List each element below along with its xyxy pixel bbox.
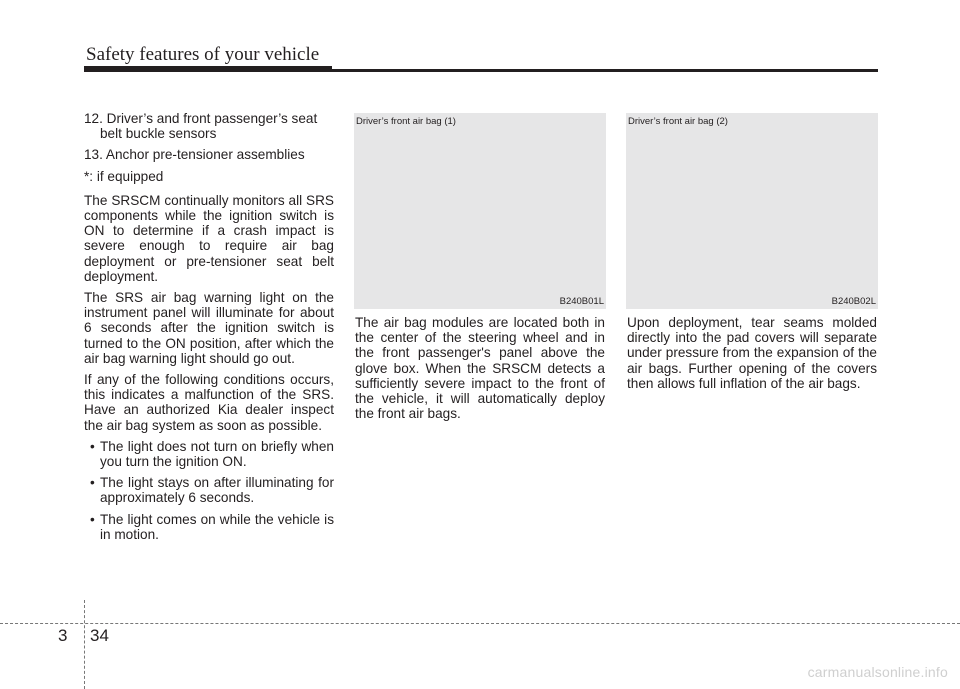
paragraph-malfunction: If any of the following conditions occurs, this indicates a malfunction of the SRS. Have an authorized Kia dealer inspect the air bag system as soon as possible. — [84, 372, 334, 433]
bullet-item: • The light does not turn on briefly when you turn the ignition ON. — [84, 439, 334, 469]
middle-column — [355, 315, 605, 427]
paragraph-deployment: Upon deployment, tear seams molded directly into the pad covers will separate under pressure from the expansion of the air bags. Further opening of the covers then allows full inflation of the air bags. — [627, 315, 877, 391]
right-column — [627, 315, 877, 397]
paragraph-warning-light: The SRS air bag warning light on the instrument panel will illuminate for about 6 seconds after the ignition switch is turned to the ON position, after which the air bag warning light should go out. — [84, 290, 334, 366]
figure-driver-air-bag-2 — [626, 113, 878, 309]
footer-divider — [84, 600, 85, 689]
page-header-title: Safety features of your vehicle — [86, 44, 320, 65]
bullet-item: • The light comes on while the vehicle is in motion. — [84, 512, 334, 542]
bullet-item: • The light stays on after illuminating for approximately 6 seconds. — [84, 475, 334, 505]
list-item: 12. Driver’s and front passenger’s seat belt buckle sensors — [84, 111, 318, 142]
list-item: *: if equipped — [84, 168, 164, 184]
figure-code: B240B01L — [559, 296, 604, 307]
page-number: 34 — [90, 626, 109, 645]
header-accent-bar — [84, 66, 332, 71]
paragraph-air-bag-modules: The air bag modules are located both in the center of the steering wheel and in the front passenger's panel above the glove box. When the SRSCM detects a sufficiently severe impact to the front of the vehicle, it will automatically deploy the front air bags. — [355, 315, 605, 422]
watermark: carmanualsonline.info — [807, 664, 948, 680]
paragraph-srscm-monitoring: The SRSCM continually monitors all SRS components while the ignition switch is ON to determine if a crash impact is severe enough to require air bag deployment or pre-tensioner seat belt deployment. — [84, 192, 334, 284]
figure-caption: Driver’s front air bag (2) — [628, 116, 728, 127]
list-item: 13. Anchor pre-tensioner assemblies — [84, 147, 305, 163]
figure-caption: Driver’s front air bag (1) — [356, 116, 456, 127]
figure-driver-air-bag-1 — [354, 113, 606, 309]
left-column — [84, 111, 334, 548]
figure-code: B240B02L — [831, 296, 876, 307]
chapter-number: 3 — [58, 626, 68, 645]
footer-rule — [0, 623, 960, 624]
